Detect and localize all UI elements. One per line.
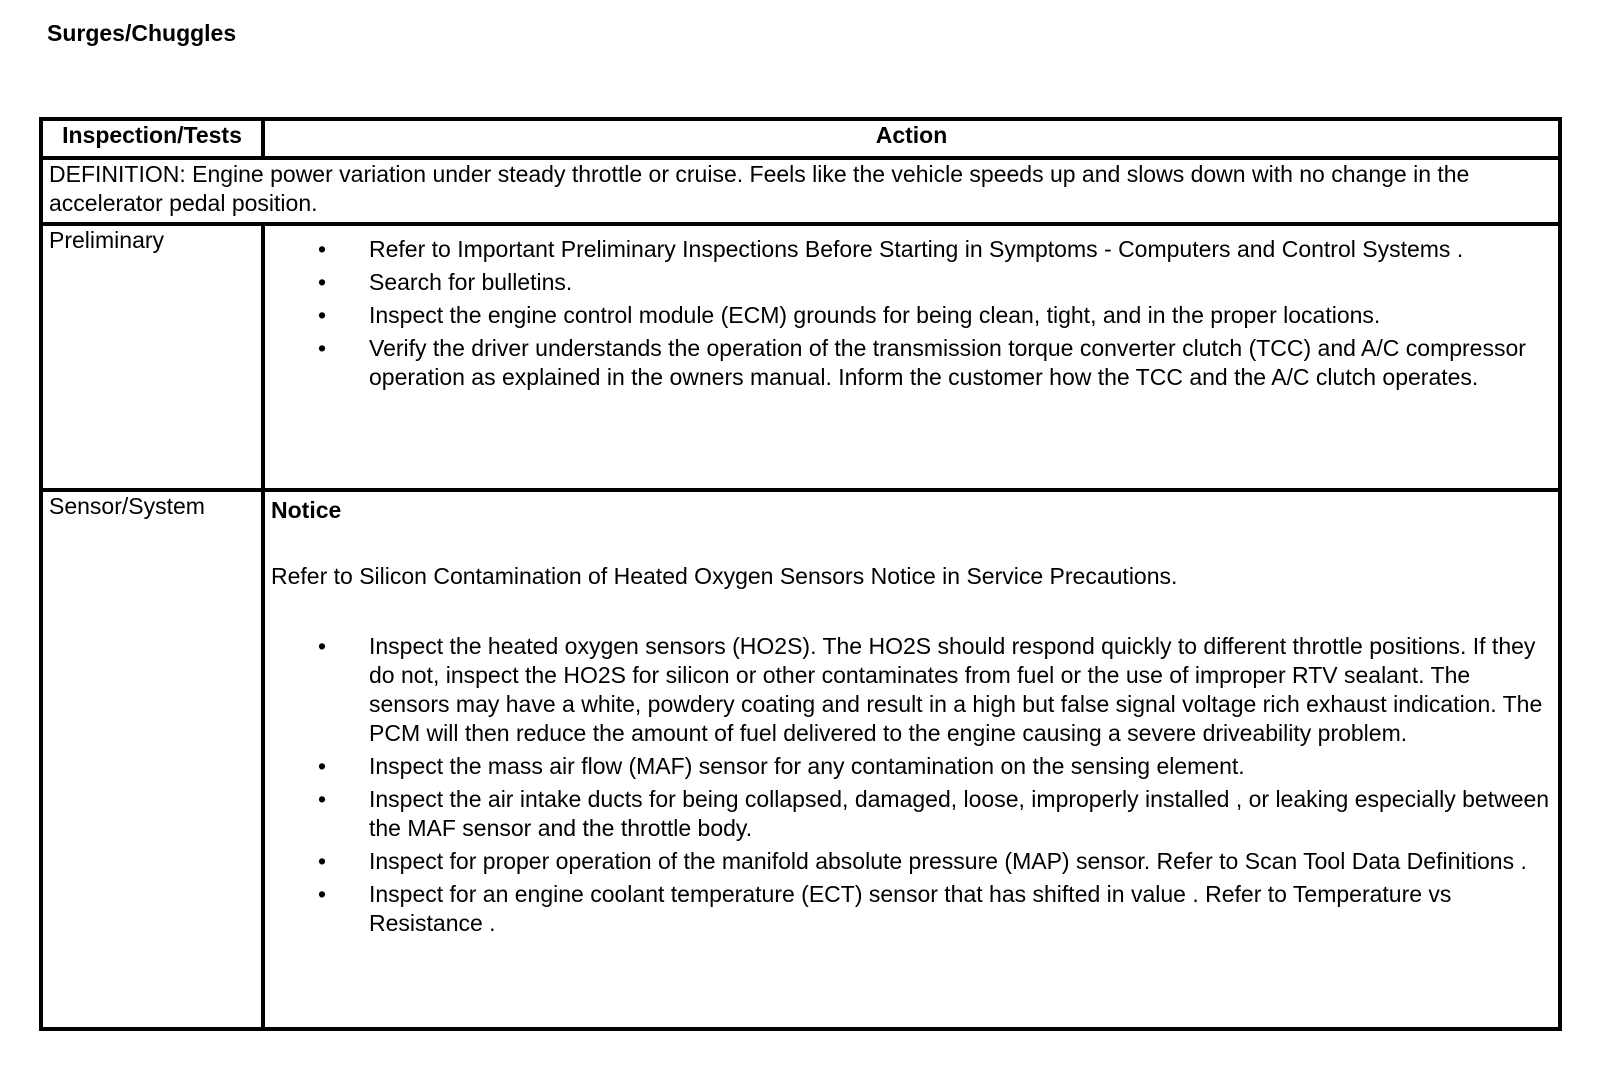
- diagnostic-table: [39, 117, 1562, 1031]
- list-item-text: Refer to Important Preliminary Inspections Before Starting in Symptoms - Computers and Control Systems .: [369, 236, 1464, 262]
- preliminary-row: [41, 224, 1560, 490]
- list-item: [271, 632, 1552, 748]
- list-item: [271, 268, 1552, 297]
- preliminary-label: Preliminary: [41, 224, 263, 490]
- list-item-text: Inspect the mass air flow (MAF) sensor for any contamination on the sensing element.: [369, 753, 1245, 779]
- definition-text: DEFINITION: Engine power variation under steady throttle or cruise. Feels like the vehicle speeds up and slows down with no change in the accelerator pedal position.: [41, 158, 1560, 224]
- list-item: [271, 847, 1552, 876]
- list-item: [271, 301, 1552, 330]
- list-item: [271, 334, 1552, 392]
- page-title: Surges/Chuggles: [47, 20, 237, 46]
- notice-text: Refer to Silicon Contamination of Heated Oxygen Sensors Notice in Service Precautions.: [271, 563, 1178, 589]
- sensor-system-label: Sensor/System: [41, 490, 263, 1029]
- bullet-icon: •: [318, 881, 327, 907]
- sensor-system-row: [41, 490, 1560, 1029]
- definition-row: [41, 158, 1560, 224]
- bullet-icon: •: [318, 335, 327, 361]
- list-item-text: Inspect for proper operation of the manifold absolute pressure (MAP) sensor. Refer to Scan Tool Data Definitions .: [369, 848, 1527, 874]
- header-inspection-tests: Inspection/Tests: [41, 119, 263, 158]
- list-item-text: Inspect the heated oxygen sensors (HO2S). The HO2S should respond quickly to different throttle positions. If they do not, inspect the HO2S for silicon or other contaminates from fuel or the use of improper RTV sealant. The sensors may have a white, powdery coating and result in a high but false signal voltage rich exhaust indication. The PCM will then reduce the amount of fuel delivered to the engine causing a severe driveability problem.: [369, 633, 1543, 746]
- list-item: [271, 785, 1552, 843]
- list-item: [271, 752, 1552, 781]
- bullet-icon: •: [318, 848, 327, 874]
- table-header-row: [41, 119, 1560, 158]
- list-item-text: Verify the driver understands the operation of the transmission torque converter clutch (TCC) and A/C compressor operation as explained in the owners manual. Inform the customer how the TCC and the A/C clutch operates.: [369, 335, 1526, 390]
- header-action: Action: [263, 119, 1560, 158]
- bullet-icon: •: [318, 633, 327, 659]
- notice-title: Notice: [271, 497, 342, 523]
- sensor-system-list: [271, 632, 1552, 938]
- bullet-icon: •: [318, 236, 327, 262]
- list-item: [271, 235, 1552, 264]
- bullet-icon: •: [318, 269, 327, 295]
- bullet-icon: •: [318, 786, 327, 812]
- list-item-text: Inspect for an engine coolant temperature (ECT) sensor that has shifted in value . Refer to Temperature vs Resistance .: [369, 881, 1452, 936]
- list-item-text: Inspect the air intake ducts for being collapsed, damaged, loose, improperly installed , or leaking especially between the MAF sensor and the throttle body.: [369, 786, 1550, 841]
- list-item-text: Inspect the engine control module (ECM) grounds for being clean, tight, and in the proper locations.: [369, 302, 1381, 328]
- bullet-icon: •: [318, 753, 327, 779]
- list-item-text: Search for bulletins.: [369, 269, 573, 295]
- list-item: [271, 880, 1552, 938]
- preliminary-list: [271, 235, 1552, 392]
- bullet-icon: •: [318, 302, 327, 328]
- sensor-system-actions: [263, 490, 1560, 1029]
- preliminary-actions: [263, 224, 1560, 490]
